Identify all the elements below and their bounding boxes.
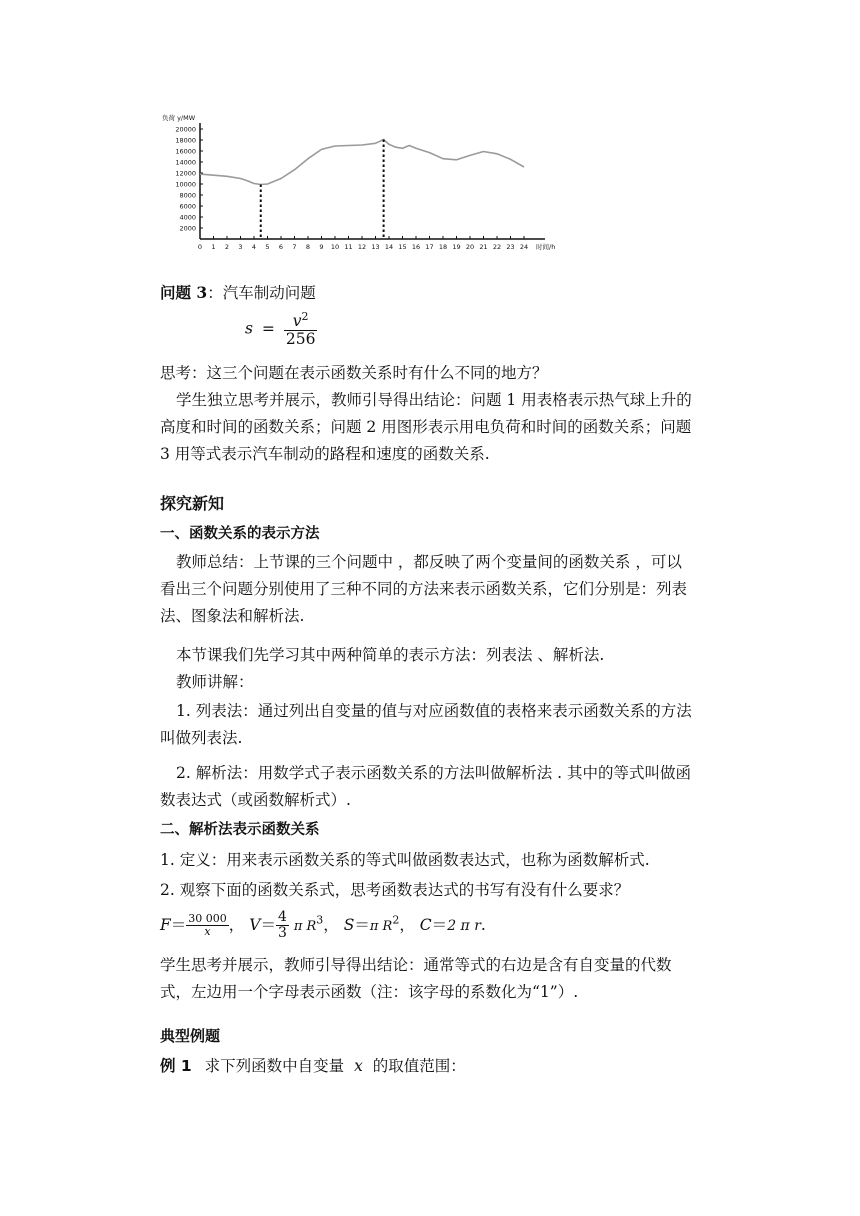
formula-s-sup: 2 [301,310,309,323]
x-tick-label: 5 [265,243,270,251]
formula-F-num: 30 000 [188,912,227,926]
series-line [200,140,524,185]
formula-sep-2: ， [323,915,339,934]
formula-s-fraction [284,311,318,348]
question-3-label: 问题 3 [160,283,208,302]
y-tick-label: 12000 [175,169,196,178]
formula-F-eq: ＝ [170,915,187,934]
x-tick-label: 15 [398,243,407,251]
question-3-text: ：汽车制动问题 [207,284,316,302]
formula-V-num: 4 [277,909,287,925]
x-tick-label: 13 [371,243,380,251]
formula-end: . [480,915,486,934]
formula-S-sup: 2 [392,913,400,927]
x-tick-label: 11 [344,243,353,251]
x-tick-label: 21 [479,243,488,251]
x-tick-label: 20 [465,243,475,251]
subsection-2-title: 二、解析法表示函数关系 [160,822,320,838]
y-axis-label: 负荷 y/MW [162,114,196,122]
item-2-paragraph: 2. 解析法：用数学式子表示函数关系的方法叫做解析法 . 其中的等式叫做函数表达式（或函数解析式）. [160,764,691,809]
formula-sep-1: ， [228,915,245,934]
x-tick-label: 16 [411,243,421,251]
formula-C: C [419,915,432,934]
formula-sep-3: ， [399,915,415,934]
formula-s-num: v [292,312,302,331]
x-tick-label: 0 [197,243,203,251]
x-tick-label: 24 [519,243,529,251]
load-time-chart [155,110,575,260]
y-tick-label: 14000 [175,158,196,167]
y-tick-label: 16000 [175,147,196,156]
example-1-label: 例 1 [160,1057,192,1075]
formula-S-tail: π R [369,918,393,934]
formula-S-eq: ＝ [354,915,370,934]
formula-F-fraction [186,913,229,938]
x-tick-label: 22 [492,243,502,251]
x-tick-label: 2 [224,243,230,251]
x-tick-label: 7 [292,243,297,251]
x-tick-label: 1 [211,243,216,251]
x-tick-label: 14 [384,243,394,251]
conclusion-paragraph-2: 学生思考并展示，教师引导得出结论：通常等式的右边是含有自变量的代数式，左边用一个字母表示函数（注：该字母的系数化为“1”）. [160,956,672,1001]
x-tick-label: 4 [251,243,257,251]
function-formulas [160,910,486,942]
think-paragraph: 思考：这三个问题在表示函数关系时有什么不同的地方？ [160,364,548,382]
x-tick-label: 3 [238,243,243,251]
x-tick-label: 6 [278,243,284,251]
formula-V-eq: ＝ [260,915,276,934]
this-lesson-paragraph: 本节课我们先学习其中两种简单的表示方法：列表法 、解析法. [176,646,605,664]
y-tick-label: 8000 [179,191,196,200]
x-tick-label: 12 [357,243,367,251]
x-axis-label: 时间/h [536,243,556,251]
formula-s-eq: = [261,319,275,338]
y-tick-label: 4000 [179,213,196,222]
formula-s-lhs: s [245,319,253,338]
example-1 [160,1053,696,1080]
x-tick-label: 17 [425,243,434,251]
definition-1: 1. 定义：用来表示函数关系的等式叫做函数表达式，也称为函数解析式. [160,851,650,869]
formula-V-den: 3 [277,925,287,942]
y-tick-label: 20000 [175,125,196,134]
formula-V-fraction [276,910,289,942]
conclusion-paragraph-1: 学生独立思考并展示，教师引导得出结论：问题 1 用表格表示热气球上升的高度和时间的函数关系；问题 2 用图形表示用电负荷和时间的函数关系；问题 3 用等式表示汽车制动的路程和速度的函数关系. [160,391,692,463]
y-tick-label: 6000 [179,202,196,211]
item-1-paragraph: 1. 列表法：通过列出自变量的值与对应函数值的表格来表示函数关系的方法叫做列表法. [160,702,692,747]
x-tick-label: 9 [319,243,324,251]
formula-V: V [249,915,261,934]
summary-paragraph: 教师总结：上节课的三个问题中 ，都反映了两个变量间的函数关系 ，可以看出三个问题分别使用了三种不同的方法来表示函数关系，它们分别是：列表法、图象法和解析法. [160,553,688,625]
formula-C-tail: 2 π r [447,917,481,934]
x-tick-label: 19 [452,243,461,251]
x-tick-label: 18 [438,243,448,251]
section-title-explore: 探究新知 [160,494,225,513]
y-tick-label: 10000 [175,180,196,189]
x-tick-label: 8 [305,243,311,251]
x-tick-label: 10 [330,243,340,251]
example-1-tail: 的取值范围： [372,1057,466,1075]
definition-2: 2. 观察下面的函数关系式，思考函数表达式的书写有没有什么要求？ [160,881,630,899]
teacher-explain-paragraph: 教师讲解： [176,673,254,691]
example-1-text: 求下列函数中自变量 [204,1057,345,1075]
formula-s-den: 256 [285,330,316,349]
y-tick-label: 18000 [175,136,196,145]
x-tick-label: 23 [506,243,515,251]
formula-V-tail: π R [293,918,317,934]
subsection-1-title: 一、函数关系的表示方法 [160,526,320,542]
formula-F: F [160,915,171,934]
formula-S: S [343,915,355,934]
formula-C-eq: ＝ [431,915,448,934]
braking-formula [245,311,317,348]
formula-F-den: x [204,925,211,939]
formula-V-sup: 3 [316,913,324,927]
y-tick-label: 2000 [179,224,196,233]
section-title-examples: 典型例题 [160,1027,221,1045]
example-1-var: x [354,1057,363,1075]
question-3 [160,279,696,307]
